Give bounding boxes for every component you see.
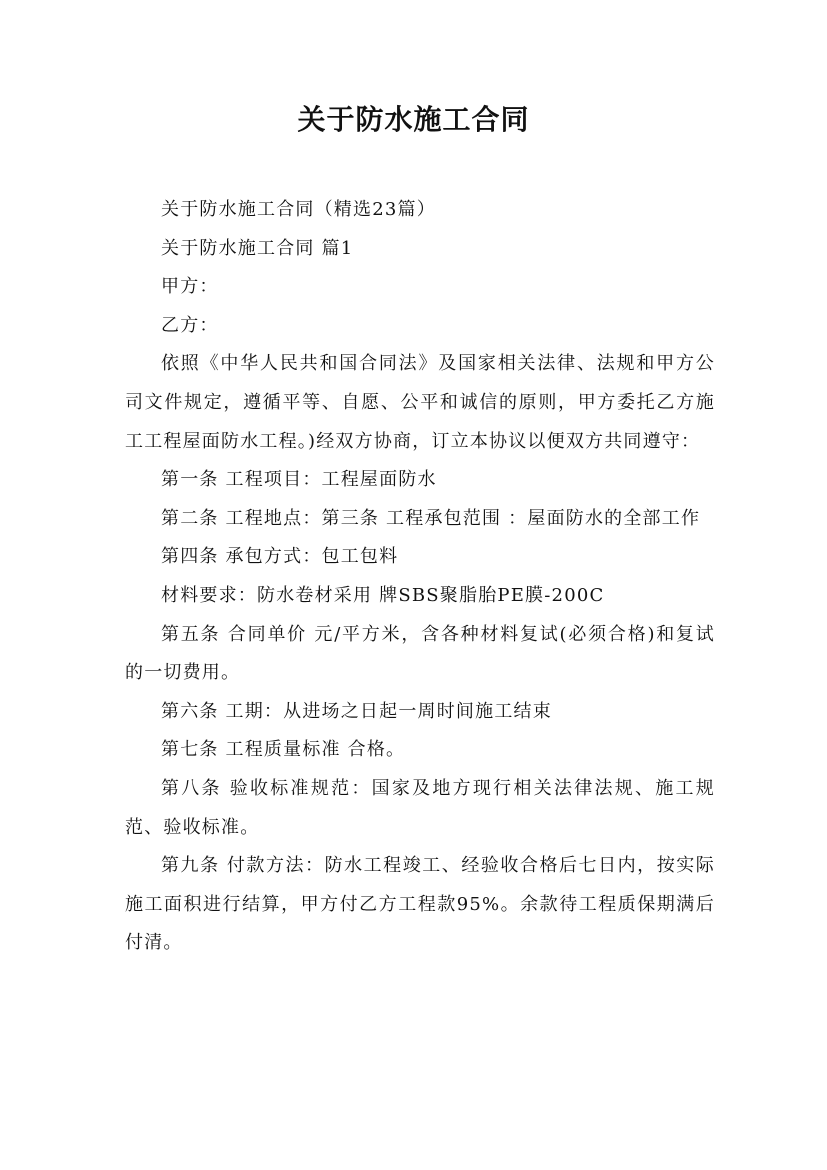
document-title: 关于防水施工合同 bbox=[297, 103, 530, 136]
paragraph-section-heading: 关于防水施工合同 篇1 bbox=[161, 237, 354, 259]
paragraph-article-2-3: 第二条 工程地点：第三条 工程承包范围 ：屋面防水的全部工作 bbox=[161, 507, 701, 529]
paragraph-article-6: 第六条 工期：从进场之日起一周时间施工结束 bbox=[161, 700, 552, 722]
paragraph-article-1: 第一条 工程项目：工程屋面防水 bbox=[161, 469, 437, 491]
paragraph-article-7: 第七条 工程质量标准 合格。 bbox=[161, 739, 406, 761]
paragraph-article-9: 第九条 付款方法：防水工程竣工、经验收合格后七日内，按实际施工面积进行结算，甲方付乙方工程款95%。余款待工程质保期满后付清。 bbox=[125, 855, 715, 954]
paragraph-article-5: 第五条 合同单价 元/平方米，含各种材料复试(必须合格)和复试的一切费用。 bbox=[125, 623, 715, 684]
paragraph-party-a: 甲方： bbox=[161, 276, 219, 298]
paragraph-article-4: 第四条 承包方式：包工包料 bbox=[161, 546, 399, 568]
paragraph-material-requirements: 材料要求：防水卷材采用 牌SBS聚脂胎PE膜-200C bbox=[161, 584, 605, 606]
paragraph-preamble: 依照《中华人民共和国合同法》及国家相关法律、法规和甲方公司文件规定，遵循平等、自愿、公平和诚信的原则，甲方委托乙方施工工程屋面防水工程。)经双方协商，订立本协议以便双方共同遵守： bbox=[125, 353, 715, 452]
paragraph-article-8: 第八条 验收标准规范：国家及地方现行相关法律法规、施工规范、验收标准。 bbox=[125, 777, 715, 838]
paragraph-subtitle: 关于防水施工合同（精选23篇） bbox=[161, 199, 436, 220]
document-body bbox=[125, 191, 715, 963]
paragraph-party-b: 乙方： bbox=[161, 314, 219, 336]
